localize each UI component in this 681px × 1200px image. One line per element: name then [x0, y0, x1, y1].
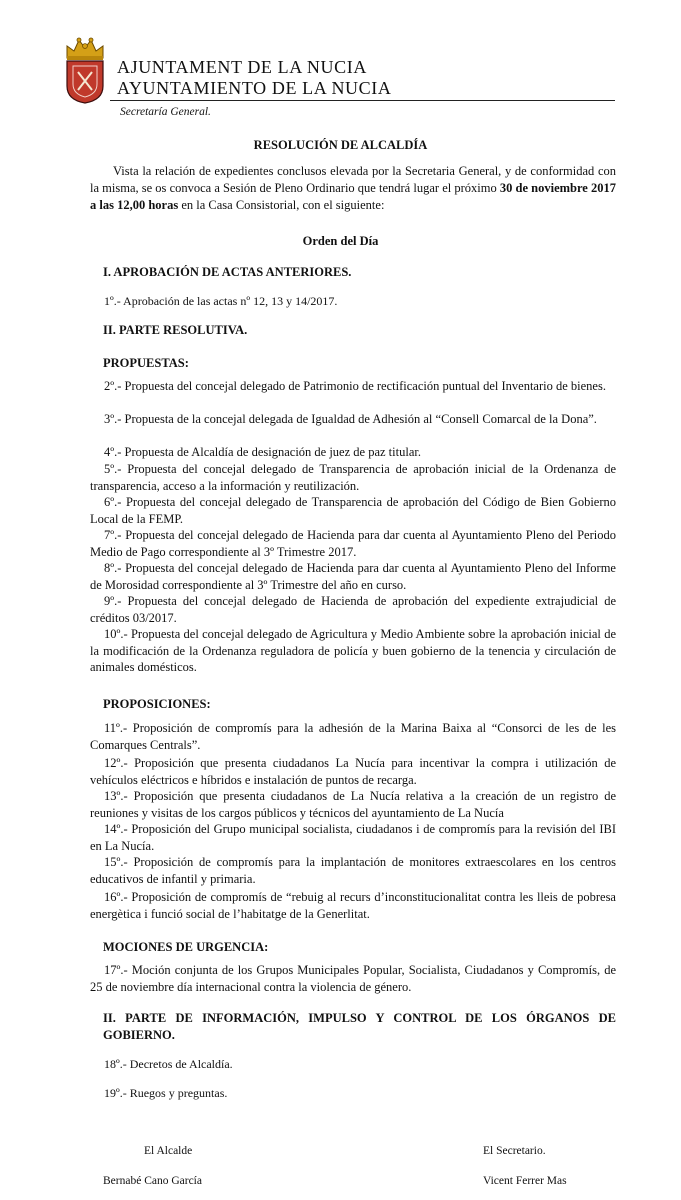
intro-date: 30 de noviembre 2017 a las 12,00 horas [90, 181, 616, 212]
org-name-valencian: AJUNTAMENT DE LA NUCIA [117, 57, 367, 77]
agenda-item-17: 17º.- Moción conjunta de los Grupos Municipales Popular, Socialista, Ciudadanos y Compromís, de 25 de noviembre día internacional contra la violencia de género. [90, 963, 616, 994]
agenda-item-5: 5º.- Propuesta del concejal delegado de Transparencia de aprobación inicial de la Ordenanza de transparencia, acceso a la información y reutilización. [90, 462, 616, 493]
signature-name-mayor: Bernabé Cano García [103, 1175, 202, 1187]
agenda-item-2: 2º.- Propuesta del concejal delegado de Patrimonio de rectificación puntual del Inventario de bienes. [104, 379, 606, 393]
section-heading-resolutiva: II. PARTE RESOLUTIVA. [103, 323, 248, 337]
agenda-item-11: 11º.- Proposición de compromís para la adhesión de la Marina Baixa al “Consorci de les de les Comarques Centrals”. [90, 721, 616, 752]
agenda-item-6: 6º.- Propuesta del concejal delegado de Transparencia de aprobación del Código de Bien Gobierno Local de la FEMP. [90, 495, 616, 526]
intro-text-2: en la Casa Consistorial, con el siguiente: [178, 198, 385, 212]
signature-role-secretary: El Secretario. [483, 1145, 546, 1157]
agenda-item-4: 4º.- Propuesta de Alcaldía de designación de juez de paz titular. [104, 445, 421, 459]
agenda-item-10: 10º.- Propuesta del concejal delegado de Agricultura y Medio Ambiente sobre la aprobación inicial de la modificación de la Ordenanza reguladora de policía y buen gobierno de la tenencia y circulación de animales domésticos. [90, 627, 616, 674]
agenda-item-13: 13º.- Proposición que presenta ciudadanos de La Nucía relativa a la creación de un registro de reuniones y visitas de los cargos públicos y técnicos del ayuntamiento de La Nucía [90, 789, 616, 820]
agenda-item-12: 12º.- Proposición que presenta ciudadanos La Nucía para incentivar la compra i utilización de vehículos eléctricos e híbridos e instalación de puntos de recarga. [90, 756, 616, 787]
agenda-item-18: 18º.- Decretos de Alcaldía. [104, 1057, 233, 1071]
signature-role-mayor: El Alcalde [144, 1145, 193, 1157]
section-heading-control: II. PARTE DE INFORMACIÓN, IMPULSO Y CONTROL DE LOS ÓRGANOS DE GOBIERNO. [103, 1011, 616, 1042]
agenda-item-14: 14º.- Proposición del Grupo municipal socialista, ciudadanos i de compromís para la revisión del IBI en La Nucía. [90, 822, 616, 853]
header-divider [110, 100, 615, 101]
org-name-spanish: AYUNTAMIENTO DE LA NUCIA [117, 78, 392, 98]
document-title: RESOLUCIÓN DE ALCALDÍA [253, 138, 428, 152]
agenda-item-15: 15º.- Proposición de compromís para la implantación de monitores extraescolares en los centros educativos de infantil y primaria. [90, 855, 616, 886]
agenda-item-3: 3º.- Propuesta de la concejal delegada de Igualdad de Adhesión al “Consell Comarcal de la Dona”. [104, 412, 597, 426]
municipal-crest-icon [63, 36, 107, 104]
crown-icon [67, 38, 103, 60]
intro-text-1: Vista la relación de expedientes conclusos elevada por la Secretaria General, y de conformidad con la misma, se os convoca a Sesión de Pleno Ordinario que tendrá lugar el próximo [90, 164, 616, 195]
agenda-item-8: 8º.- Propuesta del concejal delegado de Hacienda para dar cuenta al Ayuntamiento Pleno del Informe de Morosidad correspondiente al 3º Trimestre del año en curso. [90, 561, 616, 592]
intro-paragraph [90, 163, 616, 214]
signature-name-secretary: Vicent Ferrer Mas [483, 1175, 567, 1187]
agenda-item-1: 1º.- Aprobación de las actas nº 12, 13 y 14/2017. [104, 294, 338, 308]
agenda-item-9: 9º.- Propuesta del concejal delegado de Hacienda de aprobación del expediente extrajudicial de créditos 03/2017. [90, 594, 616, 625]
subheading-mociones: MOCIONES DE URGENCIA: [103, 940, 269, 954]
agenda-title: Orden del Día [302, 234, 379, 248]
department-label: Secretaría General. [120, 106, 211, 118]
agenda-item-7: 7º.- Propuesta del concejal delegado de Hacienda para dar cuenta al Ayuntamiento Pleno del Periodo Medio de Pago correspondiente al 3º Trimestre 2017. [90, 528, 616, 559]
subheading-propuestas: PROPUESTAS: [103, 356, 189, 370]
agenda-item-19: 19º.- Ruegos y preguntas. [104, 1086, 228, 1100]
subheading-proposiciones: PROPOSICIONES: [103, 697, 211, 711]
section-heading-actas: I. APROBACIÓN DE ACTAS ANTERIORES. [103, 265, 352, 279]
agenda-item-16: 16º.- Proposición de compromís de “rebuig al recurs d’inconstitucionalitat contra les lleis de pobresa energètica i funció social de l’habitatge de la Generlitat. [90, 890, 616, 921]
